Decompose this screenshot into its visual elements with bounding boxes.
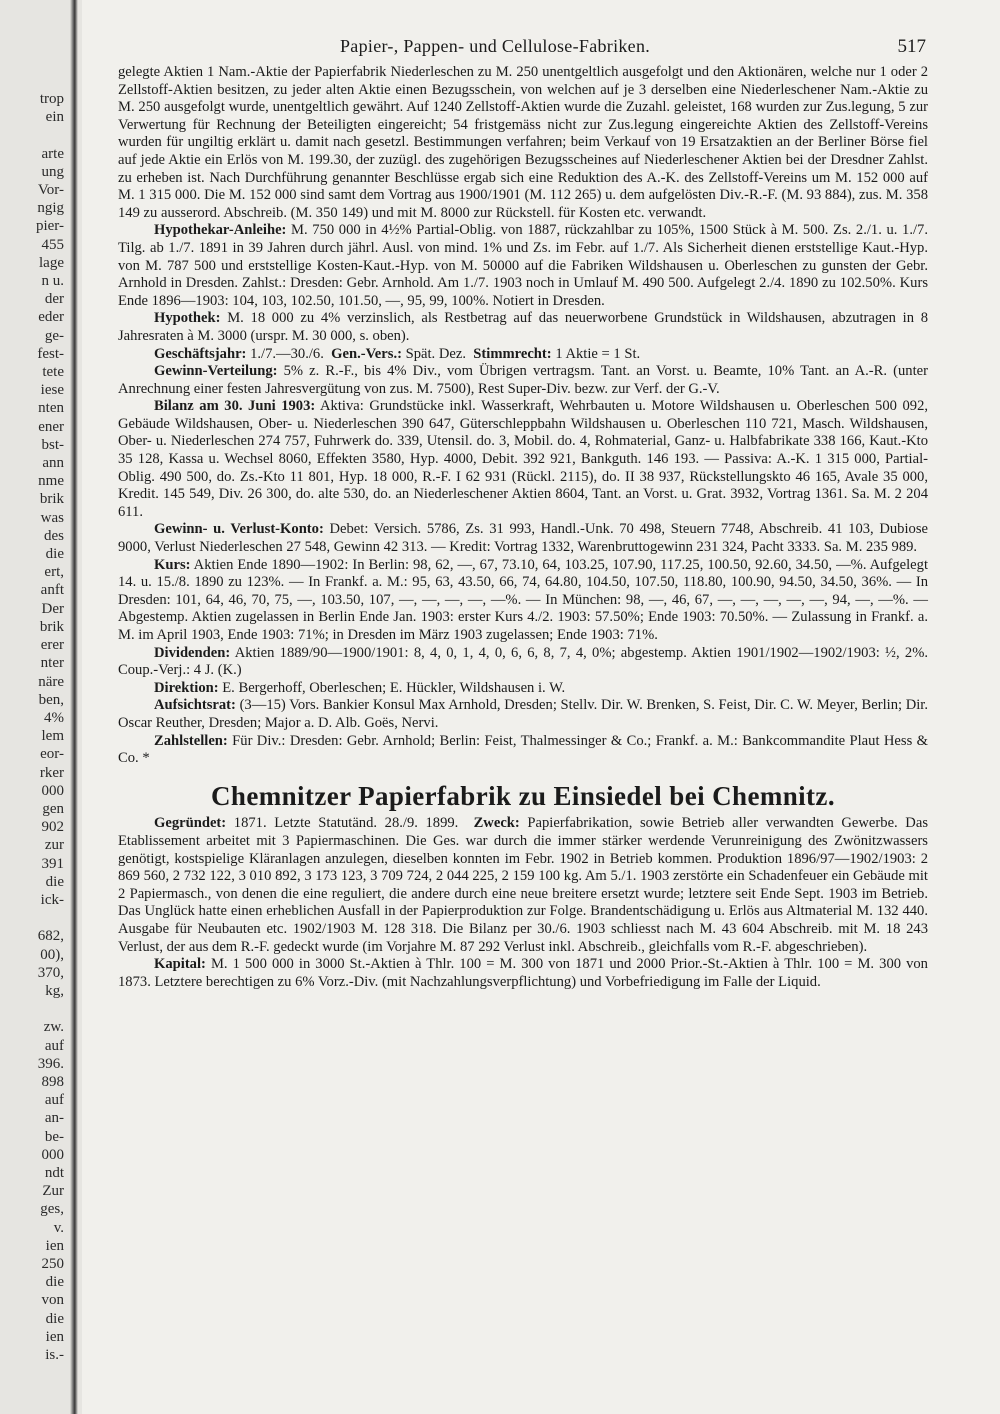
label-zweck: Zweck: — [473, 815, 520, 832]
gutter-fragment: ener — [38, 418, 64, 435]
gutter-fragment: 00), — [40, 946, 64, 963]
paragraph-aufsichtsrat — [118, 697, 928, 732]
gutter-fragment: ien — [45, 1328, 64, 1345]
paragraph-intro: gelegte Aktien 1 Nam.-Aktie der Papierfabrik Niederleschen zu M. 250 unentgeltlich ausgefolgt und den Aktionären, welche nur 1 oder 2 Zellstoff-Aktien besitzen, zu jeder alten Aktie einen Bezugsschein, von welchen auf je 3 derselben eine Niederleschener Nam.-Aktie zu M. 250 ausgefolgt wurde, unentgeltlich gewährt. Auf 1240 Zellstoff-Aktien wurde die Zuzahl. geleistet, 168 wurden zur Zus.legung, 5 zur Verwertung für Rechnung der Beteiligten eingereicht; 54 fristgemäss nicht zur Zus.legung eingereichte Aktien des Zellstoff-Vereins wurden für ungiltig erklärt u. damit nach gesetzl. Bestimmungen verfahren; beim Verkauf von 19 Ersatzaktien an der Berliner Börse fiel auf jede Aktie ein Erlös von M. 199.30, der zuzügl. des zugehörigen Bezugsscheines auf Niederleschener Aktien bei der Dresdner Zahlst. zu erheben ist. Nach Durchführung genannter Beschlüsse ergab sich eine Reduktion des A.-K. des Zellstoff-Vereins um M. 152 000 auf M. 1 315 000. Die M. 152 000 sind samt dem Vortrag aus 1900/1901 (M. 112 265) u. dem aufgelösten Div.-R.-F. (M. 93 884), zus. M. 358 149 zu ausserord. Abschreib. (M. 350 149) und mit M. 8000 zur Rückstell. für Kosten etc. verwandt. — [118, 64, 928, 221]
gutter-fragment — [0, 126, 64, 144]
gutter-fragment: ge- — [44, 327, 64, 344]
gutter-fragment: was — [40, 509, 64, 526]
text-gewinn-verteilung: 5% z. R.-F., bis 4% Div., vom Übrigen vertragsm. Tant. an Vorst. u. Beamte, 10% Tant. an A.-R. (unter Anrechnung einer festen Jahresvergütung von zus. M. 7500), Rest Super-Div. bezw. zur Verf. der G.-V. — [118, 363, 928, 397]
text-geschaeftsjahr: 1./7.—30./6. — [250, 345, 324, 362]
label-direktion: Direktion: — [154, 679, 219, 696]
text-gen-vers: Spät. Dez. — [405, 345, 466, 362]
gutter-fragment: Zur — [42, 1183, 64, 1200]
label-dividenden: Dividenden: — [154, 644, 231, 661]
gutter-fragment: eor- — [40, 746, 64, 763]
gutter-fragment: tete — [42, 364, 64, 381]
label-hypothekar-anleihe: Hypothekar-Anleihe: — [154, 222, 287, 239]
text-stimmrecht: 1 Aktie = 1 St. — [555, 345, 641, 362]
paragraph-gegruendet — [118, 815, 928, 956]
gutter-fragment: 000 — [41, 1146, 64, 1163]
article-body — [118, 64, 928, 991]
gutter-fragment — [0, 1000, 64, 1018]
gutter-fragment: 682, — [37, 928, 64, 945]
text-bilanz: Aktiva: Grundstücke inkl. Wasserkraft, Wehrbauten u. Motore Wildshausen u. Oberleschen 500 092, Gebäude Wildshausen, Ober- u. Niederleschen 390 647, Güterschleppbahn Wildshausen u. Oberleschen 110 721, Masch. Wildshausen, Ober- u. Niederleschen 274 757, Fuhrwerk do. 339, Utensil. do. 3, Mobil. do. 4, Rohmaterial, Ganz- u. Halbfabrikate 338 166, Kaut.-Kto 35 128, Kassa u. Wechsel 8060, Effekten 3580, Hyp. 4000, Debit. 392 921, Bankguth. 146 193. — Passiva: A.-K. 1 315 000, Partial-Oblig. 490 500, do. Zs.-Kto 11 801, Hyp. 18 000, R.-F. I 62 931 (Rückl. 2115), do. II 38 937, Rückstellungskto 46 165, Avale 35 000, Kredit. 145 549, Div. 26 300, do. alte 530, do. an Niederleschener Aktien 8604, Tant. an Vorst. u. Grat. 3932, Vortrag 1361. Sa. M. 2 204 611. — [118, 398, 929, 520]
gutter-fragment: 898 — [41, 1073, 64, 1090]
page-fold-shadow — [70, 0, 78, 1414]
gutter-fragment: pier- — [35, 218, 64, 235]
gutter-fragment: n u. — [41, 273, 64, 290]
text-aufsichtsrat: (3—15) Vors. Bankier Konsul Max Arnhold, Dresden; Stellv. Dir. W. Brenken, S. Feist, Dir. C. W. Meyer, Berlin; Dir. Oscar Reuther, Dresden; Major a. D. Alb. Goës, Nervi. — [118, 697, 929, 731]
text-gegruendet: 1871. Letzte Statutänd. 28./9. 1899. — [233, 815, 459, 832]
gutter-fragment: 370, — [37, 964, 64, 981]
page-number: 517 — [897, 36, 926, 57]
gutter-fragment: ben, — [38, 691, 64, 708]
gutter-fragment: 391 — [41, 855, 64, 872]
paragraph-geschaeftsjahr — [118, 346, 928, 364]
gutter-fragment: nme — [38, 473, 64, 490]
label-gewinn-konto: Gewinn- u. Verlust-Konto: — [154, 521, 324, 538]
gutter-fragment: ann — [42, 455, 64, 472]
paragraph-hypothekar-anleihe — [118, 222, 928, 310]
label-kurs: Kurs: — [154, 556, 191, 573]
gutter-fragment: 396. — [37, 1055, 64, 1072]
running-title: Papier-, Pappen- und Cellulose-Fabriken. — [340, 36, 651, 56]
label-aufsichtsrat: Aufsichtsrat: — [154, 697, 236, 714]
page-header — [118, 36, 928, 64]
company-heading: Chemnitzer Papierfabrik zu Einsiedel bei Chemnitz. — [211, 780, 835, 811]
label-gen-vers: Gen.-Vers.: — [331, 345, 402, 362]
paragraph-bilanz — [118, 398, 928, 521]
paragraph-kapital — [118, 956, 928, 991]
previous-page-fragments — [0, 90, 64, 1364]
gutter-fragment: zur — [44, 837, 64, 854]
gutter-fragment: brik — [39, 618, 64, 635]
gutter-fragment: bst- — [41, 436, 64, 453]
gutter-fragment: Vor- — [37, 182, 64, 199]
gutter-fragment: die — [45, 546, 64, 563]
label-gegruendet: Gegründet: — [154, 815, 227, 832]
gutter-fragment: v. — [53, 1219, 64, 1236]
label-hypothek: Hypothek: — [154, 310, 221, 327]
gutter-fragment: 000 — [41, 782, 64, 799]
gutter-fragment: 455 — [41, 236, 64, 253]
label-zahlstellen: Zahlstellen: — [154, 732, 228, 749]
page — [118, 36, 928, 991]
gutter-fragment: trop — [39, 91, 64, 107]
gutter-fragment: ick- — [40, 891, 64, 908]
gutter-fragment: die — [45, 1310, 64, 1327]
paragraph-gewinn-verteilung — [118, 363, 928, 398]
gutter-fragment: gen — [42, 800, 64, 817]
text-kapital: M. 1 500 000 in 3000 St.-Aktien à Thlr. 100 = M. 300 von 1871 und 2000 Prior.-St.-Aktien à Thlr. 100 = M. 300 von 1873. Letztere berechtigen zu 6% Vorz.-Div. (mit Nachzahlungsverpflichtung) und Vorbefriedigung im Falle der Liquid. — [118, 956, 928, 990]
text-zweck: Papierfabrikation, sowie Betrieb aller verwandten Gewerbe. Das Etablissement arbeitet mit 3 Papiermaschinen. Die Ges. war durch die immer stärker werdende Verunreinigung des Zwönitzwassers genötigt, kostspielige Kläranlagen anzulegen, dieselben konnten im Febr. 1902 in Betrieb kommen. Produktion 1896/97—1902/1903: 2 869 560, 2 732 122, 3 010 892, 3 173 123, 3 709 724, 2 044 225, 2 159 100 kg. Am 5./1. 1903 zerstörte ein Schadenfeuer ein Gebäude mit 2 Papiermasch., von denen die eine reguliert, die andere durch eine neue breitere ersetzt wurde; letztere seit Ende Sept. 1903 im Betrieb. Das Unglück hatte einen erheblichen Ausfall in der Papierproduktion zur Folge. Brandentschädigung u. Erlös aus Altmaterial M. 132 440. Ausgabe für Neubauten etc. 1902/1903 M. 128 318. Die Bilanz per 30./6. 1903 schliesst nach M. 43 604 Abschreib. mit M. 18 243 Verlust, der aus dem R.-F. gedeckt wurde (im Vorjahre M. 87 292 Verlust inkl. Abschreib., gleichfalls vom R.-F. abgeschrieben). — [118, 815, 928, 955]
text-dividenden: Aktien 1889/90—1900/1901: 8, 4, 0, 1, 4, 0, 6, 6, 8, 7, 4, 0%; abgestemp. Aktien 1901/1902—1902/1903: ½, 2%. Coup.-Verj.: 4 J. (K.) — [118, 644, 928, 679]
gutter-fragment: ngig — [37, 200, 64, 217]
gutter-fragment: 902 — [41, 819, 64, 836]
gutter-fragment: Der — [41, 600, 64, 617]
gutter-fragment: an- — [44, 1110, 64, 1127]
gutter-fragment: ien — [45, 1237, 64, 1254]
gutter-fragment: ert, — [44, 564, 64, 581]
gutter-fragment: fest- — [37, 345, 64, 362]
gutter-fragment: 4% — [44, 709, 64, 726]
gutter-fragment: ges, — [40, 1201, 64, 1218]
gutter-fragment: eder — [38, 309, 64, 326]
label-kapital: Kapital: — [154, 956, 206, 973]
paragraph-kurs — [118, 557, 928, 645]
gutter-fragment — [0, 909, 64, 927]
label-geschaeftsjahr: Geschäftsjahr: — [154, 345, 247, 362]
gutter-fragment: iese — [40, 382, 64, 399]
label-stimmrecht: Stimmrecht: — [473, 345, 552, 362]
text-kurs: Aktien Ende 1890—1902: In Berlin: 98, 62, —, 67, 73.10, 64, 103.25, 107.90, 117.25, 100.50, 92.60, 34.50, —%. Aufgelegt 14. u. 15./8. 1890 zu 123%. — In Frankf. a. M.: 95, 63, 43.50, 66, 74, 64.80, 104.50, 107.50, 118.80, 100.90, 94.50, 34.50, 36%. — In Dresden: 101, 64, 46, 70, 75, —, 103.50, 107, —, —, —, —, —%. — In München: 98, —, 46, 67, —, —, —, —, —, 94, —, —%. — Abgestemp. Aktien zugelassen in Berlin Ende Jan. 1903: erster Kurs 4./2. 1903: 57.50%; Ende 1903: 70.50%. — Zulassung in Frankf. a. M. im April 1903, Ende 1903: 71%; in Dresden im März 1903 zugelassen; Ende 1903: 71%. — [118, 556, 928, 643]
text-gewinn-konto: Debet: Versich. 5786, Zs. 31 993, Handl.-Unk. 70 498, Steuern 7748, Abschreib. 41 103, Dubiose 9000, Verlust Niederleschen 27 548, Gewinn 42 313. — Kredit: Vortrag 1332, Warenbruttogewinn 231 324, Pacht 3333. Sa. M. 235 989. — [118, 521, 928, 556]
gutter-fragment: ein — [45, 109, 64, 126]
gutter-fragment: nter — [40, 655, 64, 672]
gutter-fragment: anft — [40, 582, 64, 599]
gutter-fragment: be- — [44, 1128, 64, 1145]
gutter-fragment: näre — [38, 673, 64, 690]
text-direktion: E. Bergerhoff, Oberleschen; E. Hückler, Wildshausen i. W. — [222, 679, 566, 696]
gutter-fragment: kg, — [45, 982, 64, 999]
label-bilanz: Bilanz am 30. Juni 1903: — [154, 398, 316, 415]
gutter-fragment: is.- — [45, 1347, 64, 1364]
gutter-fragment: lem — [41, 728, 64, 745]
paragraph-gewinn-konto — [118, 521, 928, 556]
gutter-fragment: ung — [41, 163, 64, 180]
gutter-fragment: von — [41, 1292, 64, 1309]
gutter-fragment: der — [44, 291, 64, 308]
gutter-fragment: auf — [44, 1037, 64, 1054]
gutter-fragment: lage — [39, 254, 64, 271]
gutter-fragment: brik — [39, 491, 64, 508]
paragraph-dividenden — [118, 645, 928, 680]
gutter-fragment: 250 — [41, 1256, 64, 1272]
label-gewinn-verteilung: Gewinn-Verteilung: — [154, 363, 278, 380]
text-hypothekar-anleihe: M. 750 000 in 4½% Partial-Oblig. von 1887, rückzahlbar zu 105%, 1500 Stück à M. 500. Zs. 2./1. u. 1./7. Tilg. ab 1./7. 1891 in 39 Jahren durch jährl. Ausl. von mind. 1% und Zs. im Febr. auf 1./7. Als Sicherheit dienen erststellige Kaut.-Hyp. von M. 787 500 und erststellige Kosten-Kaut.-Hyp. von M. 50000 auf die Fabriken Wildshausen u. Oberleschen zu gunsten der Gebr. Arnhold in Dresden. Zahlst.: Dresden: Gebr. Arnhold. Am 1./7. 1903 noch in Umlauf M. 490 500. Aufgelegt 2./4. 1890 zu 102.50%. Kurs Ende 1896—1903: 104, 103, 102.50, 101.50, —, 95, 99, 100%. Notiert in Dresden. — [118, 222, 928, 309]
text-zahlstellen: Für Div.: Dresden: Gebr. Arnhold; Berlin: Feist, Thalmessinger & Co.; Frankf. a. M.: Bankcommandite Plaut Hess & Co. * — [118, 732, 928, 767]
gutter-fragment: rker — [39, 764, 64, 781]
gutter-fragment: nten — [38, 400, 64, 417]
gutter-fragment: auf — [44, 1092, 64, 1109]
previous-page-gutter — [0, 0, 82, 1414]
paragraph-direktion — [118, 680, 928, 698]
gutter-fragment: die — [45, 1274, 64, 1291]
gutter-fragment: zw. — [43, 1019, 64, 1036]
gutter-fragment: erer — [40, 637, 64, 654]
gutter-fragment: des — [44, 527, 64, 544]
paragraph-hypothek — [118, 310, 928, 345]
paragraph-zahlstellen — [118, 733, 928, 768]
gutter-fragment: arte — [41, 145, 64, 162]
gutter-fragment: die — [45, 873, 64, 890]
text-hypothek: M. 18 000 zu 4% verzinslich, als Restbetrag auf das neuerworbene Grundstück in Wildshausen, abzutragen in 8 Jahresraten à M. 3000 (urspr. M. 30 000, s. oben). — [118, 310, 928, 344]
gutter-fragment: ndt — [44, 1164, 64, 1181]
